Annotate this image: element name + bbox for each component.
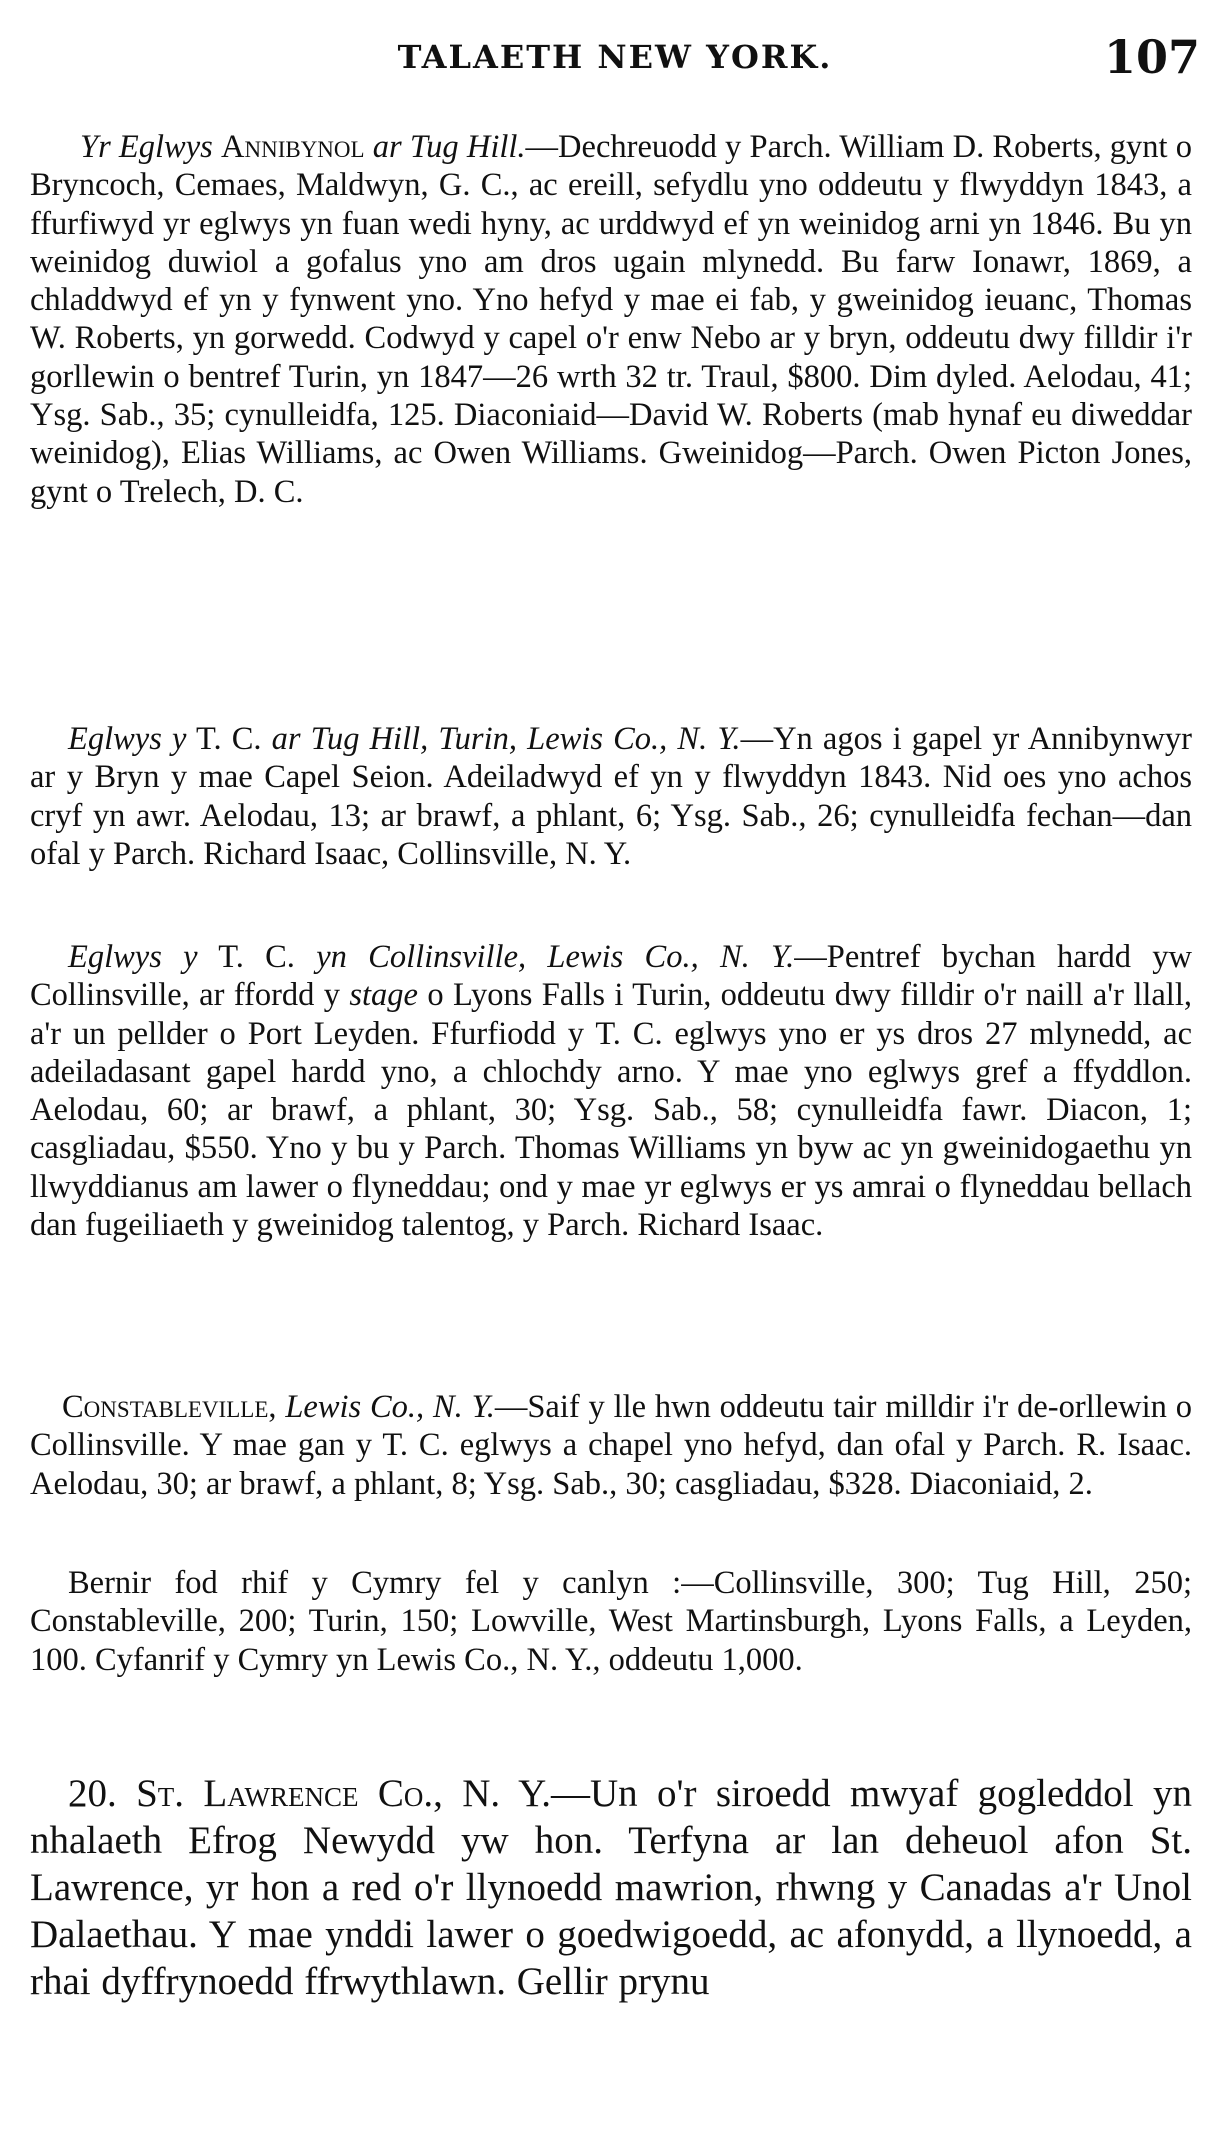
section-heading-smallcaps: St. Lawrence Co., N. Y. xyxy=(136,1772,551,1815)
paragraph-body: —Dechreuodd y Parch. William D. Roberts, gynt o Bryncoch, Cemaes, Maldwyn, G. C., ac ereill, sefydlu yno oddeutu y flwyddyn 1843, a ffurfiwyd yr eglwys yn fuan wedi hyny, ac urddwyd ef yn weinidog arni yn 1846. Bu yn weinidog duwiol a gofalus yno am dros ugain mlynedd. Bu farw Ionawr, 1869, a chladdwyd ef yn y fynwent yno. Yno hefyd y mae ei fab, y gweinidog ieuanc, Thomas W. Roberts, yn gorwedd. Codwyd y capel o'r enw Nebo ar y bryn, oddeutu dwy filldir i'r gorllewin o bentref Turin, yn 1847—26 wrth 32 tr. Traul, $800. Dim dyled. Aelodau, 41; Ysg. Sab., 35; cynulleidfa, 125. Diaconiaid—David W. Roberts (mab hynaf eu diweddar weinidog), Elias Williams, ac Owen Williams. Gweinidog—Parch. Owen Picton Jones, gynt o Trelech, D. C. xyxy=(30,129,1193,510)
paragraph-lead: Eglwys y xyxy=(68,939,198,975)
paragraph-body: —Un o'r siroedd mwyaf gogleddol yn nhalaeth Efrog Newydd yw hon. Terfyna ar lan deheuol afon St. Lawrence, yr hon a red o'r llynoedd mawrion, rhwng y Canadas a'r Unol Dalaethau. Y mae ynddi lawer o goedwigoedd, ac afonydd, a llynoedd, a rhai dyffrynoedd ffrwythlawn. Gellir prynu xyxy=(30,1772,1192,2003)
paragraph-tc-tug-hill xyxy=(30,720,1192,873)
paragraph-lead: Yr Eglwys xyxy=(80,129,213,165)
paragraph-body: o Lyons Falls i Turin, oddeutu dwy filldir o'r naill a'r llall, a'r un pellder o Port Leyden. Ffurfiodd y T. C. eglwys yno er ys dros 27 mlynedd, ac adeiladasant gapel hardd yno, a chlochdy arno. Y mae yno eglwys gref a ffyddlon. Aelodau, 60; ar brawf, a phlant, 30; Ysg. Sab., 58; cynulleidfa fawr. Diacon, 1; casgliadau, $550. Yno y bu y Parch. Thomas Williams yn byw ac yn gweinidogaethu yn llwyddianus am lawer o flyneddau; ond y mae yr eglwys er ys amrai o flyneddau bellach dan fugeiliaeth y gweinidog talentog, y Parch. Richard Isaac. xyxy=(30,977,1192,1244)
paragraph-body: —Saif y lle hwn oddeutu tair milldir i'r de-orllewin o Collinsville. Y mae gan y T. C. eglwys a chapel yno hefyd, dan ofal y Parch. R. Isaac. Aelodau, 30; ar brawf, a phlant, 8; Ysg. Sab., 30; casgliadau, $328. Diaconiaid, 2. xyxy=(30,1389,1193,1502)
paragraph-lead: T. C. xyxy=(218,939,295,975)
paragraph-lead: Eglwys y xyxy=(68,721,187,757)
paragraph-body: —Yn agos i gapel yr Annibynwyr ar y Bryn y mae Capel Seion. Adeiladwyd ef yn y flwyddyn 1843. Nid oes yno achos cryf yn awr. Aelodau, 13; ar brawf, a phlant, 6; Ysg. Sab., 26; cynulleidfa fechan—dan ofal y Parch. Richard Isaac, Collinsville, N. Y. xyxy=(30,721,1192,872)
paragraph-constableville xyxy=(30,1388,1192,1503)
paragraph-body-italic: stage xyxy=(349,977,418,1014)
paragraph-lead-smallcaps: Annibynol xyxy=(221,129,365,165)
page-header xyxy=(30,28,1200,88)
page-number: 107 xyxy=(1103,30,1200,84)
paragraph-lead: Tug Hill. xyxy=(409,129,526,165)
paragraph-tc-collinsville xyxy=(30,938,1192,1244)
paragraph-body: Bernir fod rhif y Cymry fel y canlyn :—Collinsville, 300; Tug Hill, 250; Constableville, 200; Turin, 150; Lowville, West Martinsburgh, Lyons Falls, a Leyden, 100. Cyfanrif y Cymry yn Lewis Co., N. Y., oddeutu 1,000. xyxy=(30,1565,1192,1678)
paragraph-lead: ar xyxy=(372,129,402,165)
running-title: TALAETH NEW YORK. xyxy=(397,38,833,76)
paragraph-lead: ar Tug Hill, Turin, Lewis Co., N. Y. xyxy=(271,721,741,757)
paragraph-st-lawrence xyxy=(30,1770,1192,2005)
paragraph-welsh-population xyxy=(30,1564,1192,1679)
paragraph-lead-smallcaps: Constableville, xyxy=(62,1389,277,1425)
paragraph-body: —Pentref bychan hardd yw Collinsville, ar ffordd y xyxy=(30,939,1193,1014)
paragraph-lead: yn Collinsville, Lewis Co., N. Y. xyxy=(316,939,795,975)
paragraph-lead: T. C. xyxy=(196,721,262,757)
paragraph-annibynol-tug-hill xyxy=(30,128,1192,511)
section-number: 20. xyxy=(68,1772,117,1815)
paragraph-lead: Lewis Co., N. Y. xyxy=(285,1389,495,1425)
